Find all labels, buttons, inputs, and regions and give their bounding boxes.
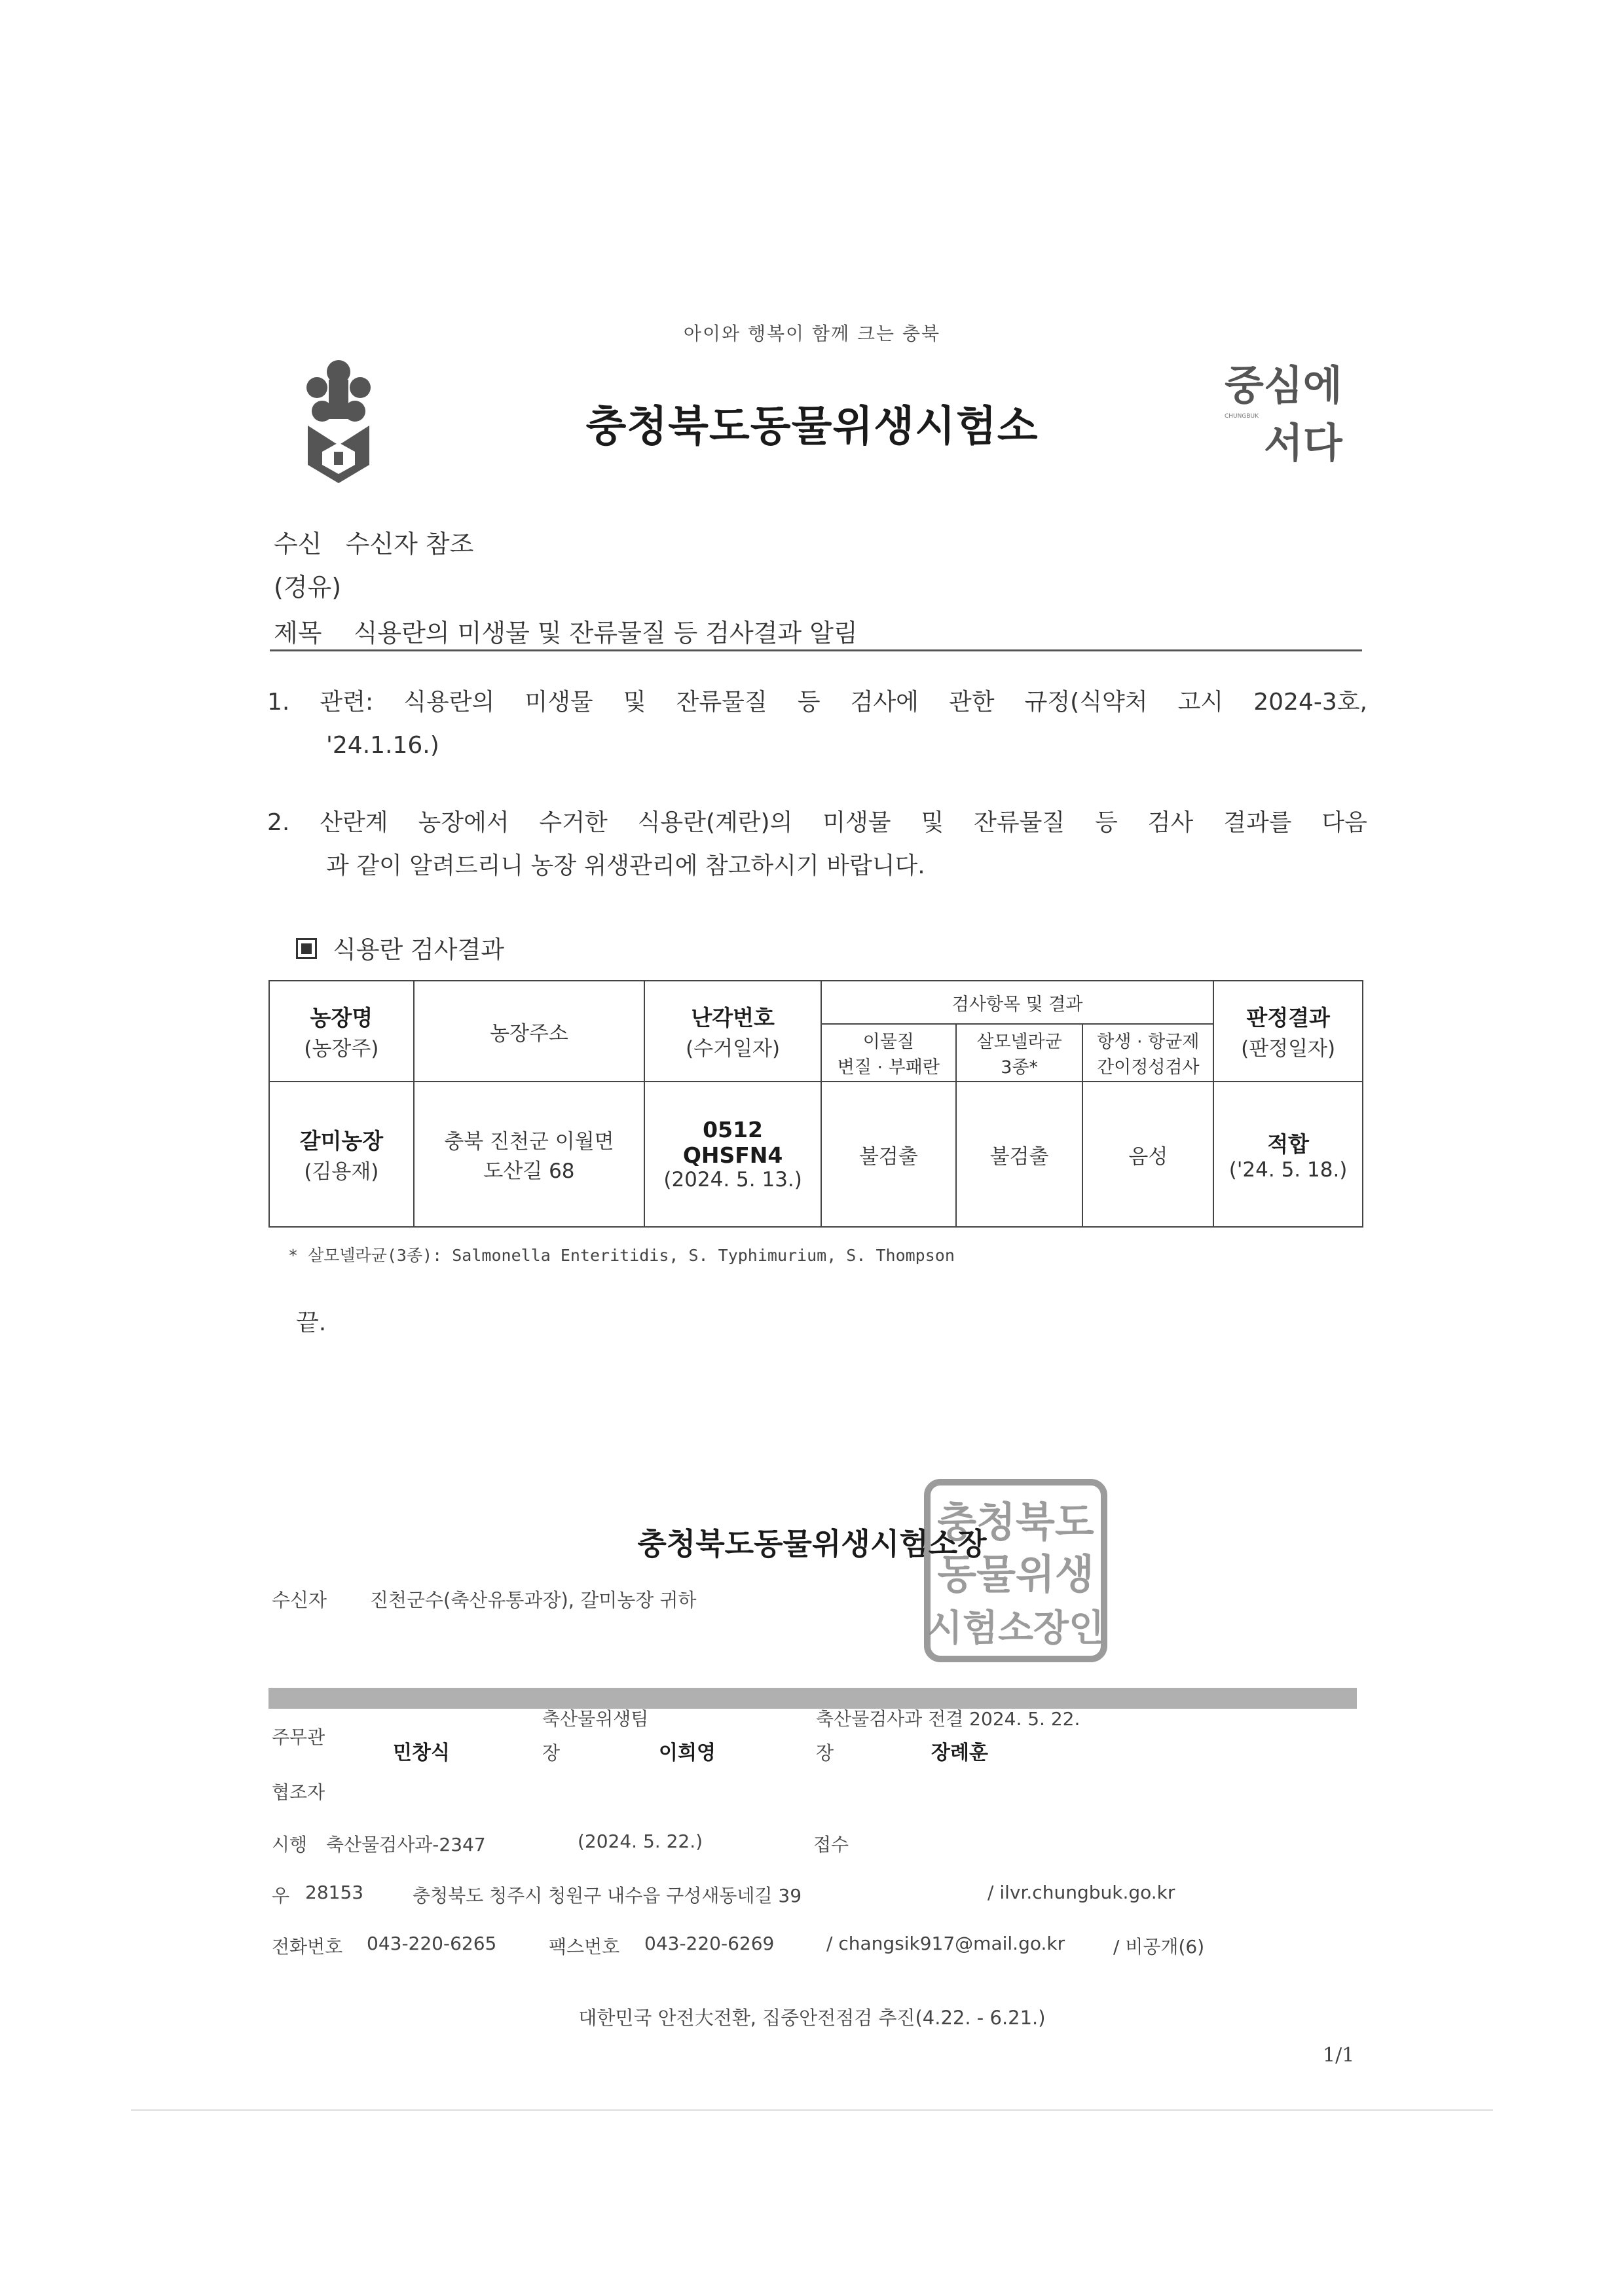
p2-word: 다음 <box>1321 809 1367 836</box>
stamp-line2: 동물위생 <box>937 1550 1094 1598</box>
organization-title: 충청북도동물위생시험소 <box>585 403 1039 451</box>
official-seal-stamp <box>923 1478 1108 1663</box>
address-line2: 도산길 68 <box>483 1159 575 1183</box>
paragraph-2 <box>267 801 1367 888</box>
header-test-items: 검사항목 및 결과 <box>821 981 1213 1024</box>
dept-head-name: 장례훈 <box>931 1741 988 1764</box>
postal-label: 우 <box>272 1885 290 1906</box>
header-result-sub: (판정일자) <box>1241 1037 1336 1061</box>
logo-line1: 중심에 <box>1225 361 1342 409</box>
via-line: (경유) <box>274 573 342 602</box>
farm-owner: (김용재) <box>304 1160 379 1184</box>
p1-number: 1. <box>267 689 290 716</box>
header-farm <box>269 981 414 1082</box>
dept-label-bottom: 장 <box>816 1742 834 1764</box>
p2-number: 2. <box>267 809 290 836</box>
p1-word: 2024-3호, <box>1253 689 1367 716</box>
stamp-line3: 시험소장인 <box>927 1607 1105 1650</box>
header-egg-number <box>644 981 821 1082</box>
table-row <box>269 1082 1363 1227</box>
p2-word: 산란계 <box>320 809 388 836</box>
p2-word: 식용란(계란)의 <box>637 809 793 836</box>
p1-word: 규정(식약처 <box>1024 689 1148 716</box>
subject-label: 제목 <box>274 619 322 647</box>
square-bullet-icon <box>296 938 317 959</box>
inspection-results-table <box>268 980 1363 1228</box>
header-foreign-matter <box>821 1024 956 1082</box>
header-antibiotics <box>1082 1024 1213 1082</box>
p2-word: 수거한 <box>539 809 608 836</box>
stamp-line1: 충청북도 <box>937 1498 1094 1546</box>
p2-word: 및 <box>921 809 944 836</box>
recipients-label: 수신자 <box>272 1589 327 1611</box>
header-item2-line1: 살모넬라균 <box>976 1032 1062 1052</box>
header-item2-line2: 3종* <box>1001 1057 1038 1078</box>
team-leader-name: 이희영 <box>659 1741 716 1764</box>
p1-word: 고시 <box>1177 689 1224 716</box>
table-header-row <box>269 981 1363 1024</box>
header-item1-line2: 변질 · 부패란 <box>837 1057 940 1078</box>
cooperator-label: 협조자 <box>272 1781 325 1803</box>
cell-antibiotics: 음성 <box>1082 1082 1213 1227</box>
website-link[interactable]: / ilvr.chungbuk.go.kr <box>987 1882 1175 1903</box>
p2-word: 농장에서 <box>418 809 509 836</box>
p2-word: 결과를 <box>1223 809 1292 836</box>
drafter-label: 주무관 <box>272 1726 325 1748</box>
subject-value: 식용란의 미생물 및 잔류물질 등 검사결과 알림 <box>353 619 858 647</box>
phone-label: 전화번호 <box>272 1936 343 1958</box>
p1-word: 관한 <box>948 689 995 716</box>
subject-divider <box>270 649 1362 651</box>
p2-continuation: 과 같이 알려드리니 농장 위생관리에 참고하시기 바랍니다. <box>326 852 925 879</box>
p1-word: 등 <box>797 689 821 716</box>
page-edge-line <box>131 2109 1493 2111</box>
p1-word: 미생물 <box>525 689 593 716</box>
egg-number: 0512 QHSFN4 <box>682 1117 783 1168</box>
p1-word: 잔류물질 <box>676 689 767 716</box>
header-farm-sub: (농장주) <box>304 1037 379 1061</box>
cell-address <box>414 1082 644 1227</box>
result-date: ('24. 5. 18.) <box>1228 1157 1348 1182</box>
footer-divider-bar <box>268 1688 1357 1709</box>
recipient-value: 수신자 참조 <box>345 530 474 558</box>
address-line1: 충북 진천군 이월면 <box>444 1130 614 1154</box>
team-label-bottom: 장 <box>542 1742 561 1764</box>
subject-line <box>274 613 858 649</box>
logo-fine-print: CHUNGBUK <box>1225 413 1259 420</box>
header-egg-label: 난각번호 <box>691 1005 775 1030</box>
cell-egg-number <box>644 1082 821 1227</box>
campaign-slogan: 대한민국 안전大전환, 집중안전점검 추진(4.22. - 6.21.) <box>578 2007 1046 2029</box>
p2-word: 미생물 <box>822 809 891 836</box>
farm-name: 갈미농장 <box>299 1128 384 1154</box>
header-egg-sub: (수거일자) <box>686 1037 781 1061</box>
fax-number: 043-220-6269 <box>644 1933 775 1954</box>
paragraph-1 <box>267 681 1367 767</box>
dept-label-top: 축산물검사과 전결 2024. 5. 22. <box>816 1708 1080 1730</box>
drafter-name: 민창식 <box>393 1741 450 1764</box>
cell-farm <box>269 1082 414 1227</box>
cell-salmonella: 불검출 <box>956 1082 1083 1227</box>
signature-title: 충청북도동물위생시험소장 <box>637 1526 987 1561</box>
logo-line2: 서다 <box>1264 419 1342 467</box>
receipt-label: 접수 <box>813 1834 849 1855</box>
team-label-top: 축산물위생팀 <box>542 1708 649 1730</box>
postal-code: 28153 <box>305 1882 364 1903</box>
slogan: 아이와 행복이 함께 크는 충북 <box>683 323 941 344</box>
header-item3-line2: 간이정성검사 <box>1097 1057 1200 1078</box>
p1-continuation: '24.1.16.) <box>326 732 439 759</box>
recipient-line <box>274 524 473 560</box>
p2-word: 등 <box>1095 809 1118 836</box>
email-link[interactable]: / changsik917@mail.go.kr <box>826 1933 1065 1954</box>
header-address: 농장주소 <box>414 981 644 1082</box>
end-mark: 끝. <box>296 1309 327 1336</box>
section-title: 식용란 검사결과 <box>333 936 504 964</box>
recipients-line <box>272 1586 697 1613</box>
header-farm-label: 농장명 <box>310 1005 373 1030</box>
section-heading <box>296 930 504 965</box>
cell-result <box>1213 1082 1363 1227</box>
result-value: 적합 <box>1267 1131 1309 1157</box>
p1-word: 식용란의 <box>403 689 495 716</box>
recipient-label: 수신 <box>274 530 322 558</box>
office-address: 충청북도 청주시 청원구 내수읍 구성새동네길 39 <box>413 1885 802 1906</box>
execution-date: (2024. 5. 22.) <box>578 1831 703 1852</box>
header-salmonella <box>956 1024 1083 1082</box>
header-item1-line1: 이물질 <box>862 1032 914 1052</box>
footnote: * 살모넬라균(3종): Salmonella Enteritidis, S. Typhimurium, S. Thompson <box>288 1246 955 1265</box>
centered-slogan-logo <box>1225 359 1356 470</box>
execution-number: 축산물검사과-2347 <box>326 1834 486 1855</box>
p2-word: 잔류물질 <box>974 809 1065 836</box>
phone-number: 043-220-6265 <box>367 1933 497 1954</box>
header-result <box>1213 981 1363 1082</box>
p1-word: 관련: <box>320 689 374 716</box>
execution-label: 시행 <box>272 1834 308 1855</box>
p2-word: 검사 <box>1147 809 1194 836</box>
recipients-value: 진천군수(축산유통과장), 갈미농장 귀하 <box>370 1589 697 1611</box>
disclosure-status: / 비공개(6) <box>1113 1936 1205 1958</box>
header-item3-line1: 항생 · 항균제 <box>1097 1032 1200 1052</box>
header-result-label: 판정결과 <box>1246 1005 1330 1030</box>
collection-date: (2024. 5. 13.) <box>663 1168 802 1192</box>
page-number: 1/1 <box>1323 2044 1355 2067</box>
p1-word: 및 <box>623 689 646 716</box>
p1-word: 검사에 <box>850 689 919 716</box>
cell-foreign-matter: 불검출 <box>821 1082 956 1227</box>
fax-label: 팩스번호 <box>549 1936 620 1958</box>
